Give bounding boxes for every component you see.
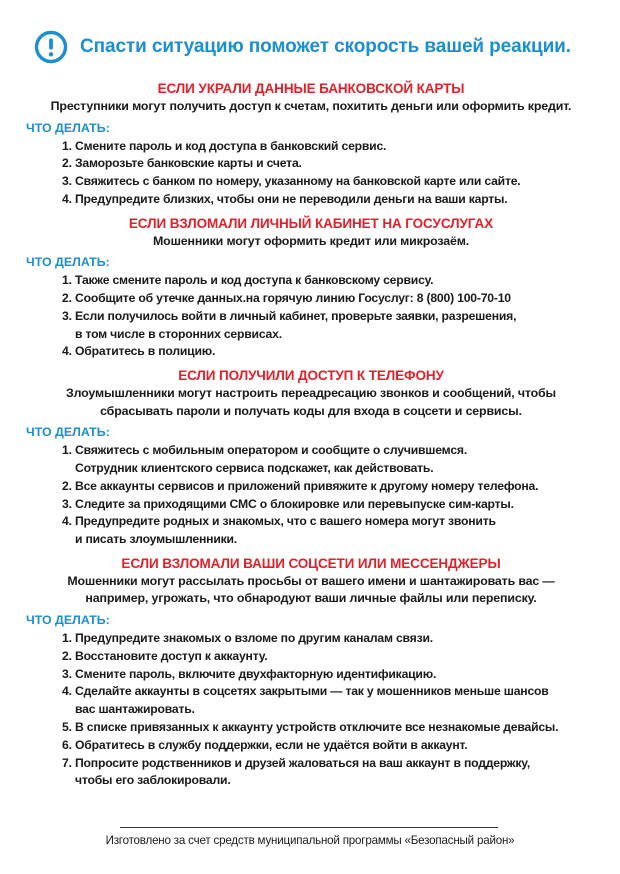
list-item bbox=[62, 755, 598, 791]
section-title: ЕСЛИ УКРАЛИ ДАННЫЕ БАНКОВСКОЙ КАРТЫ bbox=[157, 81, 465, 96]
step-line: Попросите родственников и друзей жаловаться на ваш аккаунт в поддержку, bbox=[75, 755, 531, 770]
step-number: 3. bbox=[62, 666, 72, 681]
list-item bbox=[62, 648, 598, 666]
step-text bbox=[75, 630, 433, 648]
step-text bbox=[75, 513, 496, 549]
step-line: Обратитесь в службу поддержки, если не удаётся войти в аккаунт. bbox=[75, 737, 468, 752]
step-line: Если получилось войти в личный кабинет, проверьте заявки, разрешения, bbox=[75, 308, 517, 323]
step-number: 4. bbox=[62, 684, 72, 699]
step-line: Заморозьте банковские карты и счета. bbox=[75, 156, 302, 171]
step-number: 3. bbox=[62, 496, 72, 511]
section bbox=[24, 80, 598, 209]
todo-label: ЧТО ДЕЛАТЬ: bbox=[26, 255, 110, 270]
steps-list bbox=[24, 272, 598, 361]
step-number: 2. bbox=[62, 290, 72, 305]
step-number: 4. bbox=[62, 344, 72, 359]
step-number: 1. bbox=[62, 630, 72, 645]
step-number: 3. bbox=[62, 174, 72, 189]
section-title: ЕСЛИ ПОЛУЧИЛИ ДОСТУП К ТЕЛЕФОНУ bbox=[178, 368, 444, 384]
todo-label: ЧТО ДЕЛАТЬ: bbox=[26, 120, 110, 135]
step-number: 4. bbox=[62, 514, 72, 529]
step-line: Предупредите близких, чтобы они не переводили деньги на ваши карты. bbox=[75, 191, 508, 206]
step-text bbox=[75, 308, 516, 344]
step-line: Смените пароль и код доступа в банковский сервис. bbox=[75, 138, 387, 153]
list-item bbox=[62, 683, 598, 719]
step-line: Все аккаунты сервисов и приложений привяжите к другому номеру телефона. bbox=[75, 478, 539, 493]
list-item bbox=[62, 496, 598, 514]
list-item bbox=[62, 343, 598, 361]
step-text bbox=[75, 343, 215, 361]
section-title: ЕСЛИ ВЗЛОМАЛИ ЛИЧНЫЙ КАБИНЕТ НА ГОСУСЛУГАХ bbox=[128, 215, 494, 231]
description-line: Злоумышленники могут настроить переадресацию звонков и сообщений, чтобы bbox=[66, 386, 556, 401]
step-line: Восстановите доступ к аккаунту. bbox=[75, 648, 268, 663]
list-item bbox=[62, 513, 598, 549]
step-number: 7. bbox=[62, 755, 72, 770]
step-text bbox=[75, 155, 302, 173]
section-description bbox=[24, 98, 598, 116]
step-line: В списке привязанных к аккаунту устройств отключите все незнакомые девайсы. bbox=[75, 719, 559, 734]
exclamation-circle-icon bbox=[34, 30, 68, 64]
step-line: чтобы его заблокировали. bbox=[75, 773, 231, 788]
step-text bbox=[75, 666, 436, 684]
step-line: в том числе в сторонних сервисах. bbox=[75, 326, 282, 341]
description-line: Преступники могут получить доступ к счетам, похитить деньги или оформить кредит. bbox=[50, 99, 572, 113]
description-line: сбрасывать пароли и получать коды для входа в соцсети и сервисы. bbox=[100, 403, 522, 418]
step-text bbox=[75, 719, 558, 737]
step-text bbox=[75, 138, 386, 156]
step-text bbox=[75, 191, 507, 209]
section-description bbox=[24, 233, 598, 251]
section bbox=[24, 555, 598, 790]
list-item bbox=[62, 666, 598, 684]
step-text bbox=[75, 272, 433, 290]
step-line: Смените пароль, включите двухфакторную идентификацию. bbox=[75, 666, 437, 681]
page-title: Спасти ситуацию поможет скорость вашей реакции. bbox=[80, 36, 571, 57]
section-description bbox=[24, 573, 598, 608]
section bbox=[24, 215, 598, 361]
sections-container bbox=[24, 80, 598, 790]
steps-list bbox=[24, 630, 598, 790]
step-text bbox=[75, 496, 514, 514]
list-item bbox=[62, 630, 598, 648]
step-text bbox=[75, 173, 520, 191]
step-line: Обратитесь в полицию. bbox=[75, 344, 216, 359]
step-line: Предупредите родных и знакомых, что с вашего номера могут звонить bbox=[75, 514, 496, 529]
step-number: 2. bbox=[62, 156, 72, 171]
list-item bbox=[62, 191, 598, 209]
list-item bbox=[62, 173, 598, 191]
todo-label: ЧТО ДЕЛАТЬ: bbox=[26, 612, 110, 627]
step-line: Также смените пароль и код доступа к банковскому сервису. bbox=[75, 273, 434, 288]
step-number: 4. bbox=[62, 191, 72, 206]
footer-note: Изготовлено за счет средств муниципальной программы «Безопасный район» bbox=[105, 834, 515, 847]
list-item bbox=[62, 478, 598, 496]
step-text bbox=[75, 290, 511, 308]
step-number: 1. bbox=[62, 443, 72, 458]
footer-divider bbox=[120, 827, 498, 828]
step-number: 1. bbox=[62, 138, 72, 153]
todo-label: ЧТО ДЕЛАТЬ: bbox=[26, 425, 110, 440]
list-item bbox=[62, 155, 598, 173]
step-number: 6. bbox=[62, 737, 72, 752]
step-line: Сотрудник клиентского сервиса подскажет, как действовать. bbox=[75, 460, 434, 475]
list-item bbox=[62, 442, 598, 478]
step-number: 2. bbox=[62, 478, 72, 493]
section-description bbox=[24, 385, 598, 420]
step-line: вас шантажировать. bbox=[75, 702, 195, 717]
step-line: Предупредите знакомых о взломе по другим каналам связи. bbox=[75, 630, 433, 645]
list-item bbox=[62, 138, 598, 156]
step-line: Сделайте аккаунты в соцсетях закрытыми — так у мошенников меньше шансов bbox=[75, 684, 549, 699]
step-number: 1. bbox=[62, 273, 72, 288]
step-text bbox=[75, 478, 538, 496]
step-number: 5. bbox=[62, 719, 72, 734]
step-line: Свяжитесь с банком по номеру, указанному на банковской карте или сайте. bbox=[75, 174, 521, 189]
step-text bbox=[75, 442, 467, 478]
step-text bbox=[75, 755, 530, 791]
list-item bbox=[62, 290, 598, 308]
description-line: Мошенники могут рассылать просьбы от вашего имени и шантажировать вас — bbox=[67, 573, 555, 588]
list-item bbox=[62, 737, 598, 755]
list-item bbox=[62, 308, 598, 344]
description-line: например, угрожать, что обнародуют ваши личные файлы или переписку. bbox=[85, 591, 537, 606]
section-title: ЕСЛИ ВЗЛОМАЛИ ВАШИ СОЦСЕТИ ИЛИ МЕССЕНДЖЕРЫ bbox=[121, 555, 501, 571]
step-number: 3. bbox=[62, 308, 72, 323]
description-line: Мошенники могут оформить кредит или микрозаём. bbox=[152, 233, 470, 248]
steps-list bbox=[24, 442, 598, 549]
steps-list bbox=[24, 138, 598, 209]
step-text bbox=[75, 683, 549, 719]
step-line: и писать злоумышленники. bbox=[75, 532, 237, 547]
list-item bbox=[62, 719, 598, 737]
section bbox=[24, 367, 598, 549]
step-text bbox=[75, 737, 467, 755]
step-number: 2. bbox=[62, 648, 72, 663]
step-text bbox=[75, 648, 267, 666]
step-line: Свяжитесь с мобильным оператором и сообщите о случившемся. bbox=[75, 443, 468, 458]
step-line: Сообщите об утечке данных.на горячую линию Госуслуг: 8 (800) 100-70-10 bbox=[75, 290, 511, 305]
list-item bbox=[62, 272, 598, 290]
step-line: Следите за приходящими СМС о блокировке или перевыпуске сим-карты. bbox=[75, 496, 514, 511]
header bbox=[34, 30, 598, 64]
